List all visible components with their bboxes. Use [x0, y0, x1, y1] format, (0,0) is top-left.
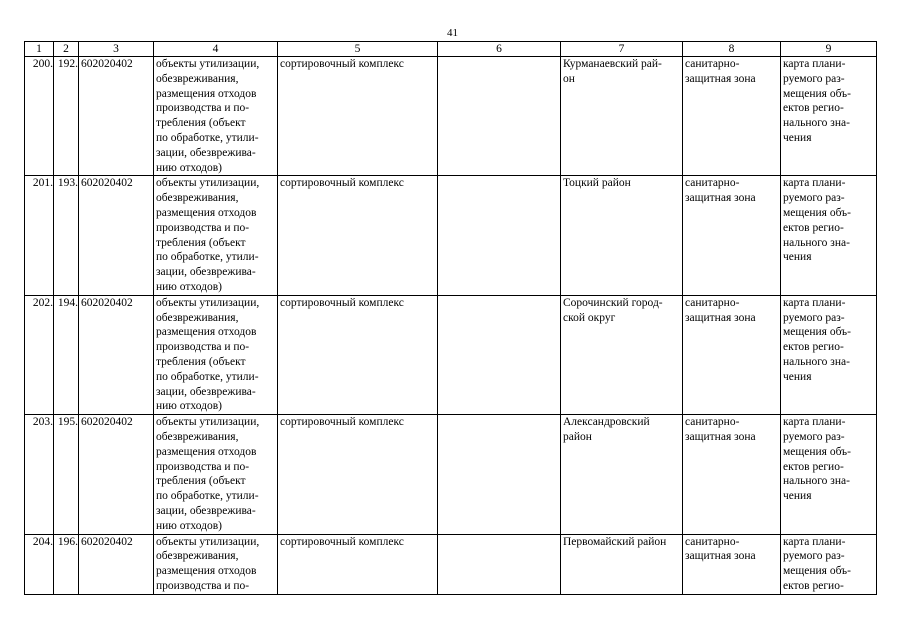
object-code: 602020402 [79, 415, 154, 534]
object-type [154, 57, 278, 176]
map-reference-line: руемого раз- [783, 72, 845, 85]
object-type-line: требления (объект [156, 236, 246, 249]
column-header-6: 6 [438, 42, 561, 57]
object-type-line: по обработке, утили- [156, 490, 259, 503]
zone-type-line: защитная зона [685, 311, 756, 324]
location [561, 176, 683, 295]
object-type-line: обезвреживания, [156, 550, 239, 563]
column-header-8: 8 [683, 42, 781, 57]
map-reference-line: ектов регио- [783, 341, 844, 354]
table-row [25, 295, 877, 414]
object-type-line: нию отходов) [156, 280, 222, 293]
map-reference-line: чения [783, 370, 812, 383]
object-type-line: производства и по- [156, 341, 250, 354]
object-type-line: нию отходов) [156, 161, 222, 174]
table-body [25, 57, 877, 595]
row-subnumber: 192. [54, 57, 79, 176]
row-number: 200. [25, 57, 54, 176]
location-line: ской округ [563, 311, 616, 324]
object-type-line: по обработке, утили- [156, 251, 259, 264]
object-code: 602020402 [79, 534, 154, 594]
location [561, 415, 683, 534]
row-subnumber: 196. [54, 534, 79, 594]
map-reference-line: нального зна- [783, 236, 850, 249]
map-reference [781, 295, 877, 414]
object-type-line: производства и по- [156, 579, 250, 592]
object-type-line: обезвреживания, [156, 311, 239, 324]
zone-type-line: защитная зона [685, 72, 756, 85]
column-header-7: 7 [561, 42, 683, 57]
zone-type-line: защитная зона [685, 550, 756, 563]
object-type-line: производства и по- [156, 221, 250, 234]
header-row [25, 42, 877, 57]
map-reference-line: карта плани- [783, 177, 846, 190]
column-header-4: 4 [154, 42, 278, 57]
map-reference-line: карта плани- [783, 58, 846, 70]
column-header-2: 2 [54, 42, 79, 57]
object-type-line: производства и по- [156, 102, 250, 115]
object-code: 602020402 [79, 295, 154, 414]
table-row [25, 176, 877, 295]
object-type-line: объекты утилизации, [156, 416, 260, 429]
object-type-line: объекты утилизации, [156, 58, 260, 70]
location-line: он [563, 72, 575, 85]
zone-type-line: санитарно- [685, 296, 740, 309]
zone-type [683, 176, 781, 295]
zone-type-line: санитарно- [685, 58, 740, 70]
column-6-cell [438, 295, 561, 414]
object-type [154, 176, 278, 295]
zone-type [683, 295, 781, 414]
map-reference [781, 534, 877, 594]
object-type-line: размещения отходов [156, 206, 257, 219]
map-reference-line: ектов регио- [783, 221, 844, 234]
object-name: сортировочный комплекс [278, 415, 438, 534]
location [561, 295, 683, 414]
column-6-cell [438, 176, 561, 295]
map-reference-line: чения [783, 490, 812, 503]
column-header-9: 9 [781, 42, 877, 57]
table-row [25, 57, 877, 176]
map-reference-line: карта плани- [783, 296, 846, 309]
location-line: Курманаевский рай- [563, 58, 662, 70]
object-type-line: зации, обезврежива- [156, 385, 256, 398]
object-type-line: зации, обезврежива- [156, 504, 256, 517]
object-name: сортировочный комплекс [278, 295, 438, 414]
zone-type-line: санитарно- [685, 416, 740, 429]
map-reference-line: нального зна- [783, 355, 850, 368]
object-type-line: нию отходов) [156, 519, 222, 532]
object-name: сортировочный комплекс [278, 176, 438, 295]
map-reference-line: мещения объ- [783, 87, 851, 100]
object-type-line: размещения отходов [156, 445, 257, 458]
zone-type-line: защитная зона [685, 192, 756, 205]
object-code: 602020402 [79, 57, 154, 176]
object-type-line: обезвреживания, [156, 72, 239, 85]
map-reference-line: карта плани- [783, 535, 846, 548]
column-6-cell [438, 534, 561, 594]
map-reference [781, 176, 877, 295]
table-row [25, 534, 877, 594]
object-type-line: зации, обезврежива- [156, 146, 256, 159]
object-type-line: зации, обезврежива- [156, 266, 256, 279]
column-6-cell [438, 415, 561, 534]
row-subnumber: 194. [54, 295, 79, 414]
object-type-line: по обработке, утили- [156, 131, 259, 144]
object-name: сортировочный комплекс [278, 534, 438, 594]
object-type-line: производства и по- [156, 460, 250, 473]
zone-type-line: санитарно- [685, 535, 740, 548]
map-reference-line: мещения объ- [783, 206, 851, 219]
map-reference-line: руемого раз- [783, 550, 845, 563]
map-reference-line: ектов регио- [783, 579, 844, 592]
zone-type [683, 415, 781, 534]
object-type-line: объекты утилизации, [156, 296, 260, 309]
location [561, 57, 683, 176]
object-type-line: требления (объект [156, 117, 246, 130]
location [561, 534, 683, 594]
map-reference-line: нального зна- [783, 117, 850, 130]
row-subnumber: 195. [54, 415, 79, 534]
row-number: 201. [25, 176, 54, 295]
row-number: 204. [25, 534, 54, 594]
map-reference-line: чения [783, 251, 812, 264]
object-type [154, 295, 278, 414]
object-type-line: обезвреживания, [156, 430, 239, 443]
column-header-5: 5 [278, 42, 438, 57]
map-reference-line: нального зна- [783, 475, 850, 488]
map-reference-line: руемого раз- [783, 430, 845, 443]
register-table [24, 41, 877, 595]
object-name: сортировочный комплекс [278, 57, 438, 176]
map-reference-line: руемого раз- [783, 192, 845, 205]
location-line: Первомайский район [563, 535, 667, 548]
location-line: Александровский [563, 416, 650, 429]
object-type-line: объекты утилизации, [156, 535, 260, 548]
zone-type-line: санитарно- [685, 177, 740, 190]
column-header-3: 3 [79, 42, 154, 57]
object-type-line: размещения отходов [156, 565, 257, 578]
zone-type [683, 534, 781, 594]
map-reference-line: карта плани- [783, 416, 846, 429]
map-reference-line: мещения объ- [783, 445, 851, 458]
map-reference-line: мещения объ- [783, 326, 851, 339]
row-subnumber: 193. [54, 176, 79, 295]
map-reference [781, 415, 877, 534]
table-row [25, 415, 877, 534]
object-type [154, 415, 278, 534]
row-number: 202. [25, 295, 54, 414]
object-type-line: объекты утилизации, [156, 177, 260, 190]
map-reference-line: руемого раз- [783, 311, 845, 324]
object-type-line: обезвреживания, [156, 192, 239, 205]
zone-type-line: защитная зона [685, 430, 756, 443]
location-line: Сорочинский город- [563, 296, 663, 309]
row-number: 203. [25, 415, 54, 534]
object-code: 602020402 [79, 176, 154, 295]
page-number: 41 [447, 27, 458, 39]
map-reference [781, 57, 877, 176]
map-reference-line: мещения объ- [783, 565, 851, 578]
location-line: Тоцкий район [563, 177, 631, 190]
object-type [154, 534, 278, 594]
object-type-line: нию отходов) [156, 400, 222, 413]
object-type-line: требления (объект [156, 355, 246, 368]
object-type-line: по обработке, утили- [156, 370, 259, 383]
map-reference-line: ектов регио- [783, 460, 844, 473]
column-header-1: 1 [25, 42, 54, 57]
map-reference-line: чения [783, 131, 812, 144]
column-6-cell [438, 57, 561, 176]
location-line: район [563, 430, 592, 443]
map-reference-line: ектов регио- [783, 102, 844, 115]
object-type-line: требления (объект [156, 475, 246, 488]
zone-type [683, 57, 781, 176]
object-type-line: размещения отходов [156, 326, 257, 339]
object-type-line: размещения отходов [156, 87, 257, 100]
